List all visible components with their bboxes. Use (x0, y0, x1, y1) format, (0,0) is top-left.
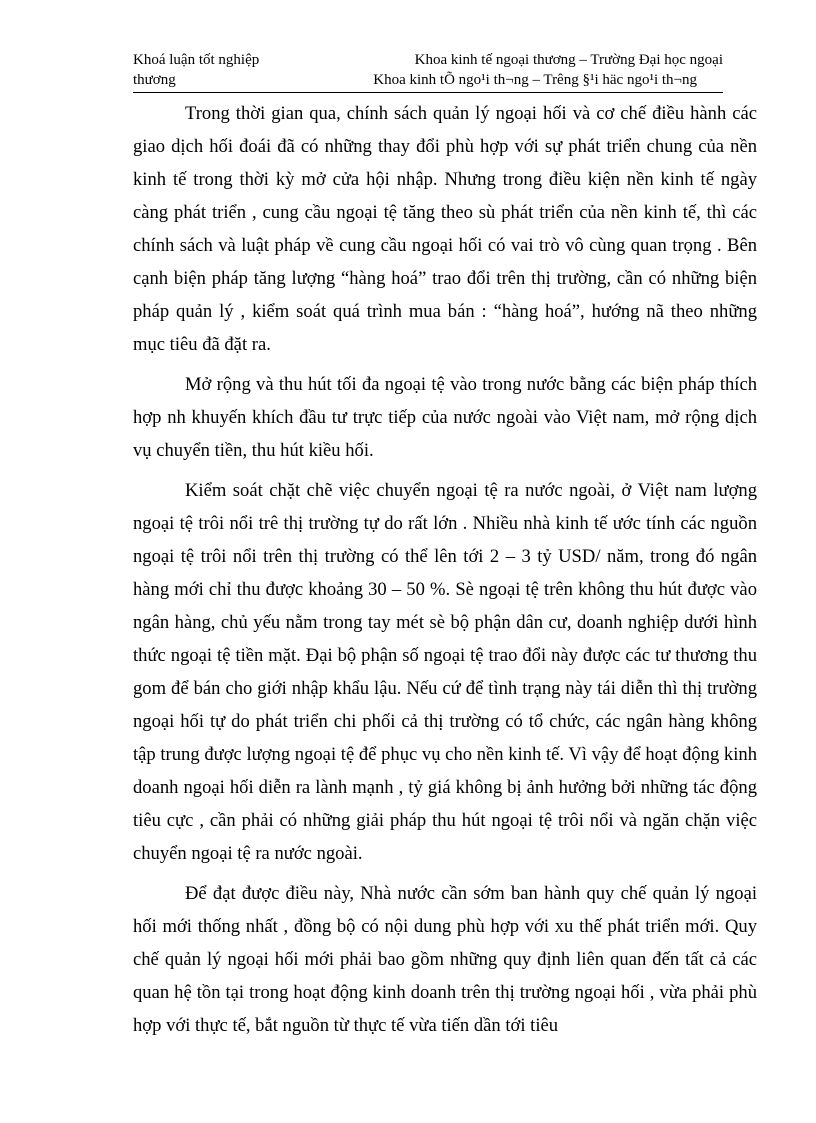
header-right-line1: Khoa kinh tế ngoại thương – Trường Đại học ngoại (414, 52, 723, 68)
paragraph-2: Mở rộng và thu hút tối đa ngoại tệ vào trong nước bằng các biện pháp thích hợp nh khuyến khích đầu tư trực tiếp của nước ngoài vào Việt nam, mở rộng dịch vụ chuyển tiền, thu hút kiều hối. (133, 374, 757, 461)
document-body (133, 97, 757, 1042)
header-left-line2: thương (133, 72, 176, 88)
header-right-line2: Khoa kinh tÕ ngo¹i th¬ng – Trêng §¹i häc ngo¹i th¬ng (373, 72, 697, 88)
header-left-line1: Khoá luận tốt nghiệp (133, 52, 260, 68)
page-header (133, 46, 723, 94)
paragraph-1: Trong thời gian qua, chính sách quản lý ngoại hối và cơ chế điều hành các giao dịch hối đoái đã có những thay đổi phù hợp với sự phát triển chung của nền kinh tế trong thời kỳ mở cửa hội nhập. Nhưng trong điều kiện nền kinh tế ngày càng phát triển , cung cầu ngoại tệ tăng theo sù phát triển của nền kinh tế, thì các chính sách và luật pháp về cung cầu ngoại hối có vai trò vô cùng quan trọng . Bên cạnh biện pháp tăng lượng “hàng hoá” trao đổi trên thị trường, cần có những biện pháp quản lý , kiểm soát quá trình mua bán : “hàng hoá”, hướng nã theo những mục tiêu đã đặt ra. (133, 103, 757, 355)
header-rule (133, 92, 723, 93)
paragraph-4: Để đạt được điều này, Nhà nước cần sớm ban hành quy chế quản lý ngoại hối mới thống nhất , đồng bộ có nội dung phù hợp với xu thế phát triển mới. Quy chế quản lý ngoại hối mới phải bao gồm những quy định liên quan đến tất cả các quan hệ tồn tại trong hoạt động kinh doanh trên thị trường ngoại hối , vừa phải phù hợp với thực tế, bắt nguồn từ thực tế vừa tiến dần tới tiêu (133, 883, 757, 1036)
paragraph-3: Kiểm soát chặt chẽ việc chuyển ngoại tệ ra nước ngoài, ở Việt nam lượng ngoại tệ trôi nổi trê thị trường tự do rất lớn . Nhiều nhà kinh tế ước tính các nguồn ngoại tệ trôi nổi trên thị trường có thể lên tới 2 – 3 tỷ USD/ năm, trong đó ngân hàng mới chỉ thu được khoảng 30 – 50 %. Sè ngoại tệ trên không thu hút được vào ngân hàng, chủ yếu nằm trong tay mét sè bộ phận dân cư, doanh nghiệp dưới hình thức ngoại tệ tiền mặt. Đại bộ phận số ngoại tệ trao đổi này được các tư thương thu gom để bán cho giới nhập khẩu lậu. Nếu cứ để tình trạng này tái diễn thì thị trường ngoại hối tự do phát triển chi phối cả thị trường có tổ chức, các ngân hàng không tập trung được lượng ngoại tệ để phục vụ cho nền kinh tế. Vì vậy để hoạt động kinh doanh ngoại hối diễn ra lành mạnh , tỷ giá không bị ảnh hưởng bởi những tác động tiêu cực , cần phải có những giải pháp thu hút ngoại tệ trôi nổi và ngăn chặn việc chuyển ngoại tệ ra nước ngoài. (133, 480, 757, 864)
